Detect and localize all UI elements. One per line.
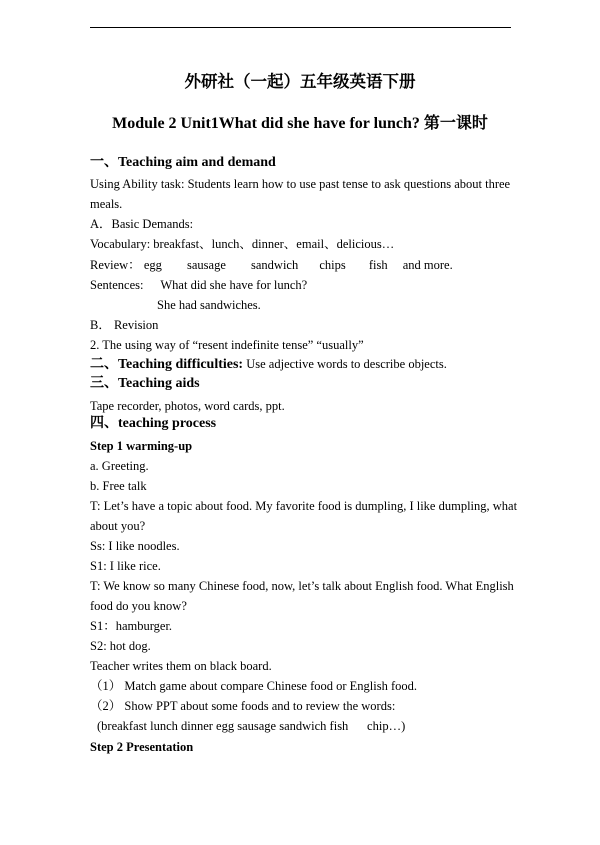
review-word: egg [143,258,162,272]
section-1-line-1: Using Ability task: Students learn how to use past tense to ask questions about three [90,177,511,191]
teacher-line-2a: T: We know so many Chinese food, now, let’s talk about English food. What English [90,579,514,593]
student-1-rice: S1: I like rice. [90,559,161,573]
activity-item-1: （1） Match game about compare Chinese food or English food. [90,679,418,693]
review-word: chips [319,258,346,272]
review-word: and more. [402,258,453,272]
review-word: sandwich [251,258,299,272]
sentence-2: She had sandwiches. [157,298,261,312]
teacher-line-1a: T: Let’s have a topic about food. My favorite food is dumpling, I like dumpling, what [90,499,518,513]
document-title: 外研社（一起）五年级英语下册 [184,72,416,91]
using-way-line: 2. The using way of “resent indefinite tense” “usually” [90,338,364,352]
lesson-subtitle: Module 2 Unit1What did she have for lunch? 第一课时 [112,115,488,132]
activity-item-2: （2） Show PPT about some foods and to review the words: [90,699,396,713]
teacher-writes-line: Teacher writes them on black board. [90,659,272,673]
review-words-line: (breakfast lunch dinner egg sausage sandwich fish chip…) [97,719,406,733]
student-1-hamburger: S1：hamburger. [90,619,173,633]
section-2-title: 二、Teaching difficulties: [90,357,244,372]
step-1-heading: Step 1 warming-up [90,439,193,453]
review-line [90,257,453,273]
vocabulary-line: Vocabulary: breakfast、lunch、dinner、email、delicious… [90,237,395,251]
section-2-heading [90,356,447,373]
basic-demands: A．Basic Demands: [90,217,194,231]
students-line: Ss: I like noodles. [90,539,180,553]
student-2-hotdog: S2: hot dog. [90,639,151,653]
section-1-heading: 一、Teaching aim and demand [90,155,276,170]
greeting-line: a. Greeting. [90,459,149,473]
review-word: fish [368,258,388,272]
review-word: sausage [187,258,226,272]
top-rule [90,27,511,28]
revision-line: B． Revision [90,318,159,332]
sentence-1: What did she have for lunch? [160,278,308,292]
sentences-line [90,277,307,293]
section-2-text: Use adjective words to describe objects. [243,357,447,371]
section-4-heading: 四、teaching process [90,416,217,431]
step-2-heading: Step 2 Presentation [90,740,194,754]
free-talk-line: b. Free talk [90,479,147,493]
sentences-label: Sentences: [90,278,144,292]
section-3-text: Tape recorder, photos, word cards, ppt. [90,399,285,413]
section-1-line-2: meals. [90,197,123,211]
section-3-heading: 三、Teaching aids [90,376,200,391]
teacher-line-1b: about you? [90,519,146,533]
review-label: Review： [90,258,141,272]
teacher-line-2b: food do you know? [90,599,187,613]
